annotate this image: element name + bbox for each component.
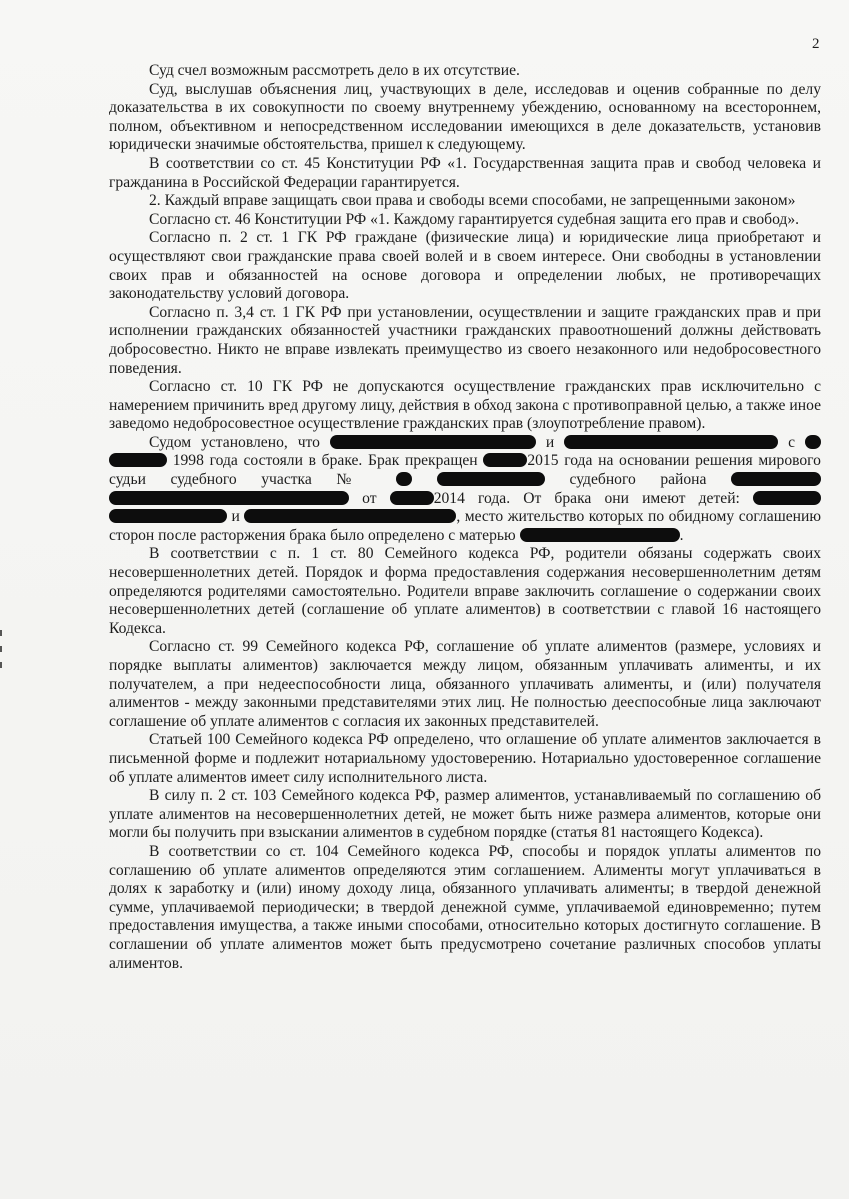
redaction-bar — [731, 472, 821, 486]
text-fragment: . — [679, 526, 684, 544]
binding-mark — [0, 646, 2, 652]
redaction-bar — [109, 491, 349, 505]
binding-mark — [0, 662, 2, 668]
paragraph: Согласно ст. 10 ГК РФ не допускаются осуществление гражданских прав исключительно с намерением причинить вред другому лицу, действия в обход закона с противоправной целью, а также иное заведомо недобросовестное осуществление гражданских прав (злоупотребление правом). — [109, 378, 821, 433]
text-fragment: от — [362, 489, 377, 507]
document-body — [109, 62, 821, 973]
redaction-bar — [564, 435, 778, 449]
text-fragment: 2014 года. От брака они имеют детей: — [433, 489, 740, 507]
text-fragment: и — [231, 508, 240, 526]
paragraph: Согласно п. 2 ст. 1 ГК РФ граждане (физические лица) и юридические лица приобретают и осуществляют свои гражданские права своей волей и в своем интересе. Они свободны в установлении своих прав и обязанностей на основе договора и определении любых, не противоречащих законодательству условий договора. — [109, 229, 821, 303]
binding-marks — [0, 630, 6, 670]
paragraph: Согласно ст. 46 Конституции РФ «1. Каждому гарантируется судебная защита его прав и свобод». — [149, 210, 800, 228]
text-fragment: Судом установлено, что — [149, 433, 320, 451]
paragraph: В соответствии со ст. 104 Семейного кодекса РФ, способы и порядок уплаты алиментов по соглашению об уплате алиментов определяются этим соглашением. Алименты могут уплачиваться в долях к заработку и (или) иному доходу лица, обязанного уплачивать алименты; в твердой денежной сумме, уплачиваемой периодически; в твердой денежной сумме, уплачиваемой единовременно; путем предоставления имущества, а также иными способами, относительно которых достигнуто соглашение. В соглашении об уплате алиментов может быть предусмотрено сочетание различных способов уплаты алиментов. — [109, 842, 821, 972]
binding-mark — [0, 630, 2, 636]
redaction-bar — [396, 472, 412, 486]
redaction-bar — [753, 491, 821, 505]
redaction-bar — [437, 472, 545, 486]
redaction-bar — [520, 528, 680, 542]
text-fragment: судебного района — [569, 471, 707, 489]
text-fragment: 2015 года на основании решения мирового судьи судебного участка № — [109, 452, 821, 489]
paragraph: В силу п. 2 ст. 103 Семейного кодекса РФ, размер алиментов, устанавливаемый по соглашению об уплате алиментов на несовершеннолетних детей, не может быть ниже размера алиментов, которые они могли бы получить при взыскании алиментов в судебном порядке (статья 81 настоящего Кодекса). — [109, 787, 821, 842]
redaction-bar — [483, 453, 527, 467]
paragraph: В соответствии со ст. 45 Конституции РФ «1. Государственная защита прав и свобод человека и гражданина в Российской Федерации гарантируется. — [109, 154, 821, 191]
page-number: 2 — [812, 36, 820, 52]
text-fragment: 1998 года состояли в браке. Брак прекращен — [172, 452, 478, 470]
redaction-bar — [390, 491, 434, 505]
paragraph: 2. Каждый вправе защищать свои права и свободы всеми способами, не запрещенными законом» — [149, 192, 796, 210]
paragraph-redacted — [109, 434, 821, 546]
redaction-bar — [244, 509, 456, 523]
paragraph: Согласно п. 3,4 ст. 1 ГК РФ при установлении, осуществлении и защите гражданских прав и при исполнении гражданских обязанностей участники гражданских правоотношений должны действовать добросовестно. Никто не вправе извлекать преимущество из своего незаконного или недобросовестного поведения. — [109, 303, 821, 377]
redaction-bar — [109, 509, 227, 523]
redaction-bar — [109, 453, 167, 467]
redaction-bar — [805, 435, 821, 449]
text-fragment: с — [788, 433, 796, 451]
paragraph: Согласно ст. 99 Семейного кодекса РФ, соглашение об уплате алиментов (размере, условиях и порядке выплаты алиментов) заключается между лицом, обязанным уплачивать алименты, и их получателем, а при недееспособности лица, обязанного уплачивать алименты, и (или) получателя алиментов - между законными представителями этих лиц. Не полностью дееспособные лица заключают соглашение об уплате алиментов с согласия их законных представителей. — [109, 638, 821, 730]
text-fragment: и — [545, 433, 555, 451]
paragraph: Суд счел возможным рассмотреть дело в их отсутствие. — [149, 62, 520, 79]
text-fragment: , место жительство которых по обидному соглашению сторон после расторжения брака было определено с матерью — [109, 508, 821, 544]
paragraph: Суд, выслушав объяснения лиц, участвующих в деле, исследовав и оценив собранные по делу доказательства в их совокупности по своему внутреннему убеждению, основанному на всестороннем, полном, объективном и непосредственном исследовании имеющихся в деле доказательств, установив юридически значимые обстоятельства, пришел к следующему. — [109, 80, 821, 154]
paragraph: Статьей 100 Семейного кодекса РФ определено, что оглашение об уплате алиментов заключается в письменной форме и подлежит нотариальному удостоверению. Нотариально удостоверенное соглашение об уплате алиментов имеет силу исполнительного листа. — [109, 731, 821, 786]
redaction-bar — [330, 435, 536, 449]
paragraph: В соответствии с п. 1 ст. 80 Семейного кодекса РФ, родители обязаны содержать своих несовершеннолетних детей. Порядок и форма предоставления содержания несовершеннолетним детям определяются родителями самостоятельно. Родители вправе заключить соглашение о содержании своих несовершеннолетних детей (соглашение об уплате алиментов) в соответствии с главой 16 настоящего Кодекса. — [109, 545, 821, 637]
